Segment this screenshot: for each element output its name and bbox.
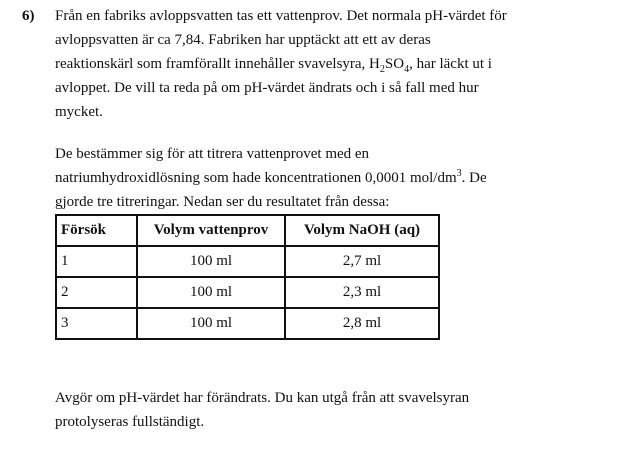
table-header-row — [56, 215, 439, 246]
table-cell: 2 — [56, 277, 137, 308]
text-line — [55, 170, 487, 187]
titration-table — [55, 214, 440, 340]
table-cell: 100 ml — [137, 246, 285, 277]
text-line: protolyseras fullständigt. — [55, 414, 205, 430]
question-number: 6) — [22, 8, 35, 24]
text-line: gjorde tre titreringar. Nedan ser du resultatet från dessa: — [55, 194, 390, 210]
text-line: Från en fabriks avloppsvatten tas ett vattenprov. Det normala pH-värdet för — [55, 8, 507, 24]
table-cell: 2,7 ml — [285, 246, 439, 277]
text-line — [55, 56, 492, 73]
text-segment: SO — [384, 56, 405, 72]
text-line: avloppsvatten är ca 7,84. Fabriken har upptäckt att ett av deras — [55, 32, 431, 48]
text-line: mycket. — [55, 104, 103, 120]
header-cell: Volym NaOH (aq) — [285, 215, 439, 246]
header-cell: Volym vattenprov — [137, 215, 285, 246]
table-row — [56, 277, 439, 308]
table-cell: 100 ml — [137, 308, 285, 339]
text-line: avloppet. De vill ta reda på om pH-värdet ändrats och i så fall med hur — [55, 80, 479, 96]
table-row — [56, 308, 439, 339]
subscript: 4 — [404, 64, 410, 75]
text-line: Avgör om pH-värdet har förändrats. Du kan utgå från att svavelsyran — [55, 390, 470, 406]
table-cell: 100 ml — [137, 277, 285, 308]
text-segment: . De — [461, 170, 487, 186]
table-cell: 2,3 ml — [285, 277, 439, 308]
table-row — [56, 246, 439, 277]
table-cell: 2,8 ml — [285, 308, 439, 339]
header-cell: Försök — [56, 215, 137, 246]
subscript: 2 — [379, 64, 385, 75]
table-cell: 1 — [56, 246, 137, 277]
text-segment: , har läckt ut i — [409, 56, 492, 72]
superscript: 3 — [456, 168, 462, 179]
text-line: De bestämmer sig för att titrera vattenprovet med en — [55, 146, 370, 162]
text-segment: reaktionskärl som framförallt innehåller svavelsyra, H — [55, 56, 380, 72]
table-cell: 3 — [56, 308, 137, 339]
text-segment: natriumhydroxidlösning som hade koncentrationen 0,0001 mol/dm — [55, 170, 457, 186]
